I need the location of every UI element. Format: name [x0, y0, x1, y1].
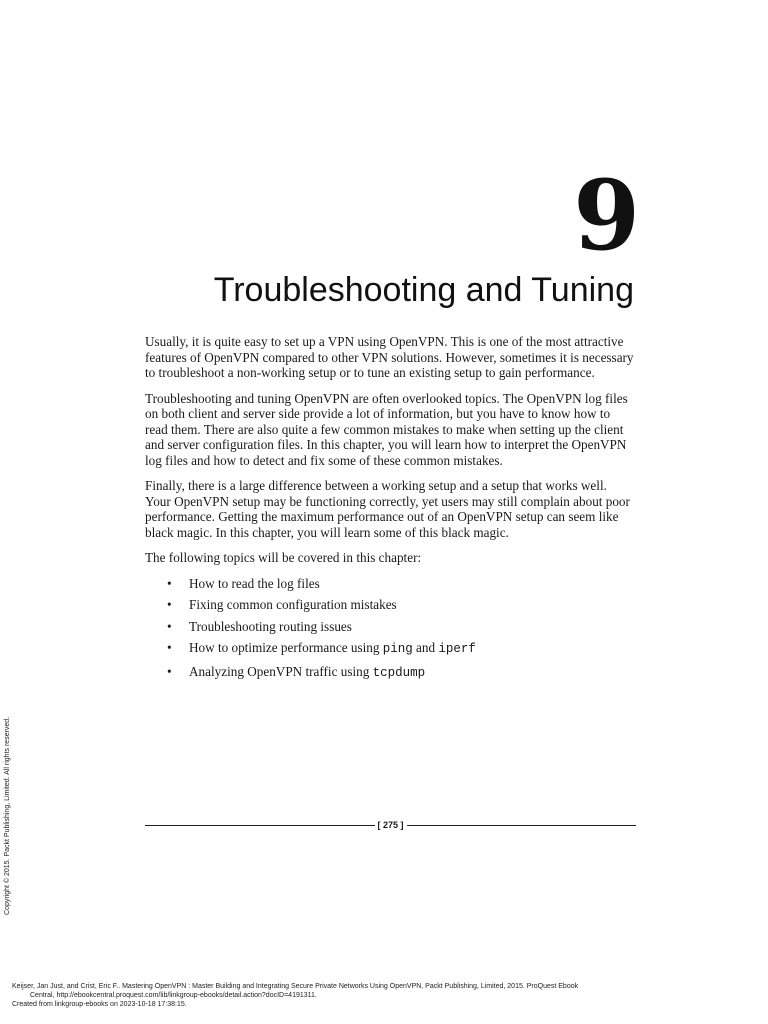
footer-rule-right [407, 825, 637, 826]
code-iperf: iperf [438, 642, 476, 656]
topics-intro-paragraph: The following topics will be covered in this chapter: [145, 550, 422, 565]
code-tcpdump: tcpdump [372, 665, 426, 680]
list-item [167, 640, 635, 658]
footer-rule-left [145, 825, 375, 826]
intro-paragraph: Usually, it is quite easy to set up a VPN using OpenVPN. This is one of the most attractive features of OpenVPN compared to other VPN solutions. However, sometimes it is necessary to troubleshoot a non-working setup or to tune an existing setup to gain performance. [145, 334, 634, 380]
citation-line: Created from linkgroup-ebooks on 2023-10-18 17:38:15. [12, 1001, 187, 1008]
bullet-icon: • [167, 618, 172, 634]
page-number: [ 275 ] [377, 820, 404, 830]
page-footer [145, 816, 636, 834]
chapter-body [145, 334, 635, 687]
performance-paragraph: Finally, there is a large difference between a working setup and a setup that works well. Your OpenVPN setup may be functioning correctly, yet users may still complain about poor performance. Getting the maximum performance out of an OpenVPN setup can seem like black magic. In this chapter, you will learn some of this black magic. [145, 478, 630, 540]
side-copyright: Copyright © 2015. Packt Publishing, Limited. All rights reserved. [4, 716, 11, 915]
troubleshooting-paragraph: Troubleshooting and tuning OpenVPN are often overlooked topics. The OpenVPN log files on both client and server side provide a lot of information, but you have to know how to read them. There are also quite a few common mistakes to make when setting up the client and server configuration files. In this chapter, you will learn how to interpret the OpenVPN log files and how to detect and fix some of these common mistakes. [145, 390, 628, 468]
list-item [167, 576, 635, 592]
list-item [167, 664, 635, 682]
list-item-text: Fixing common configuration mistakes [189, 597, 397, 612]
list-item [167, 619, 635, 635]
list-item-text: and [412, 640, 439, 655]
list-item-text: How to read the log files [189, 575, 320, 591]
bullet-icon: • [167, 575, 172, 591]
chapter-title: Troubleshooting and Tuning [213, 271, 634, 309]
bullet-icon: • [167, 597, 172, 612]
topics-list [145, 576, 635, 682]
chapter-number: 9 [573, 159, 640, 272]
list-item-text: Analyzing OpenVPN traffic using [189, 663, 373, 679]
citation [12, 982, 732, 1009]
list-item-text: How to optimize performance using [189, 640, 383, 655]
citation-line: Central, http://ebookcentral.proquest.com/lib/linkgroup-ebooks/detail.action?docID=4191311. [30, 992, 317, 999]
list-item-text: Troubleshooting routing issues [189, 618, 352, 634]
list-item [167, 597, 635, 613]
citation-line: Keijser, Jan Just, and Crist, Eric F.. Mastering OpenVPN : Master Building and Integrating Secure Private Networks Using OpenVPN, Packt Publishing, Limited, 2015. ProQuest Ebook [12, 983, 579, 990]
bullet-icon: • [167, 640, 172, 655]
code-ping: ping [382, 642, 413, 656]
bullet-icon: • [167, 663, 172, 679]
